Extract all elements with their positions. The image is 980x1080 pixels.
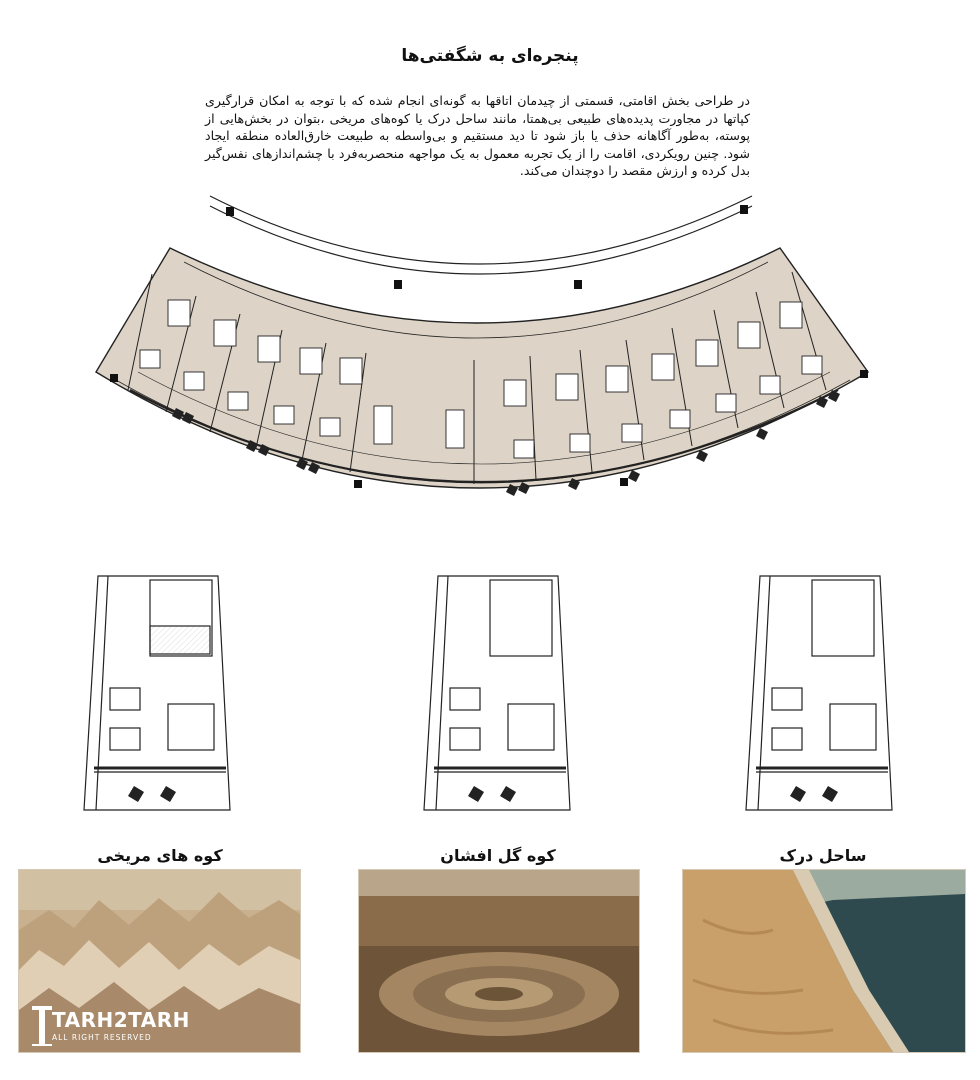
unit-plan-3 [746,576,892,810]
unit-plan-1 [84,576,230,810]
building-floor-area [96,248,868,488]
unit-plan-2 [424,576,570,810]
photo-label-martian: کوه های مریخی [97,846,223,865]
photo-label-darak: ساحل درک [779,846,867,865]
logo-subtext: ALL RIGHT RESERVED [52,1033,152,1042]
description-paragraph: در طراحی بخش اقامتی، قسمتی از چیدمان اتاقها به گونه‌ای انجام شده که با توجه به امکان قرارگیری کپاتها در مجاورت پدیده‌های طبیعی بی‌همتا، مانند ساحل درک یا کوه‌های مریخی ،بتوان در بخش‌هایی از پوسته، به‌طور آگاهانه حذف یا باز شود تا دید مستقیم و بی‌واسطه به طبیعت خارق‌العاده منطقه ایجاد شود. چنین رویکردی، اقامت را از یک تجربه معمول به یک مواجهه منحصربه‌فرد با چشم‌اندازهای نفس‌گیر بدل کرده و ارزش مقصد را دوچندان می‌کند. [205,93,750,179]
photo-mud-volcano [358,869,640,1053]
photo-darak-beach [682,869,966,1053]
photo-label-mud-volcano: کوه گل افشان [440,846,556,865]
outer-canopy-arc [210,196,752,264]
logo-text: TARH2TARH [52,1008,190,1032]
page-title: پنجره‌ای به شگفتی‌ها [401,46,579,66]
